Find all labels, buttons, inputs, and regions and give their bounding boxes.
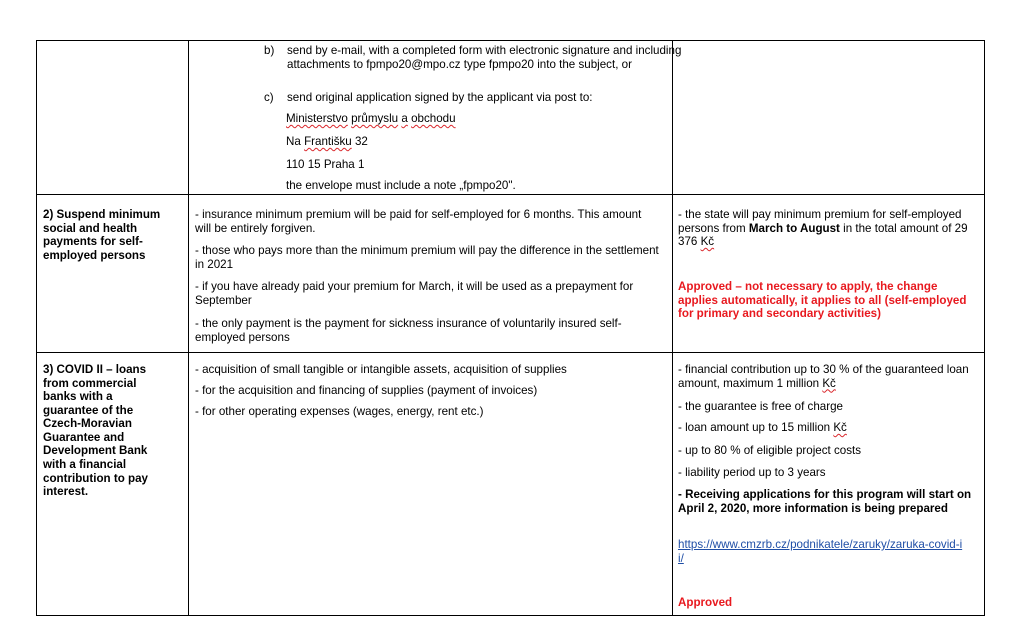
row3-bullet-1: - acquisition of small tangible or intangible assets, acquisition of supplies [195,363,567,376]
address-line-2: Na Františku 32 [286,135,368,148]
table-border-row2-bottom [36,352,985,353]
table-border-right [984,40,985,616]
table-border-top [36,40,985,41]
row3-approved: Approved [678,596,733,609]
row2-bullet-2: - those who pays more than the minimum premium will pay the difference in the settlement in 2021 [195,244,659,271]
row2-title: 2) Suspend minimum social and health payments for self-employed persons [43,208,161,262]
list-marker-c: c) [264,91,274,104]
row3-bullet-3: - for other operating expenses (wages, energy, rent etc.) [195,405,484,418]
row3-right-1: - financial contribution up to 30 % of the guaranteed loan amount, maximum 1 million Kč [678,363,969,390]
row2-bullet-4: - the only payment is the payment for sickness insurance of voluntarily insured self-employed persons [195,317,622,344]
row3-right-4: - up to 80 % of eligible project costs [678,444,862,457]
row3-right-6: - Receiving applications for this program will start on April 2, 2020, more information is being prepared [678,488,972,515]
address-line-3: 110 15 Praha 1 [286,158,365,171]
envelope-note: the envelope must include a note „fpmpo20". [286,179,516,192]
covid-ii-link[interactable]: https://www.cmzrb.cz/podnikatele/zaruky/zaruka-covid-ii/ [678,538,963,565]
table-border-bottom [36,615,985,616]
row3-right-2: - the guarantee is free of charge [678,400,843,413]
list-item-b: send by e-mail, with a completed form with electronic signature and including attachments to fpmpo20@mpo.cz type fpmpo20 into the subject, or [287,44,682,71]
table-border-left [36,40,37,616]
row3-right-3: - loan amount up to 15 million Kč [678,421,847,434]
table-border-col1 [188,40,189,616]
address-line-1: Ministerstvo průmyslu a obchodu [286,112,456,125]
row2-bullet-1: - insurance minimum premium will be paid for self-employed for 6 months. This amount will be entirely forgiven. [195,208,642,235]
row3-bullet-2: - for the acquisition and financing of supplies (payment of invoices) [195,384,538,397]
row3-title: 3) COVID II – loans from commercial banks with a guarantee of the Czech-Moravian Guarantee and Development Bank with a financial contribution to pay interest. [43,363,148,499]
row2-bullet-3: - if you have already paid your premium for March, it will be used as a prepayment for September [195,280,634,307]
row3-right-5: - liability period up to 3 years [678,466,826,479]
row2-approved-note: Approved – not necessary to apply, the change applies automatically, it applies to all (self-employed for primary and secondary activities) [678,280,967,321]
table-border-row1-bottom [36,194,985,195]
table-border-col2 [672,40,673,616]
list-item-c: send original application signed by the applicant via post to: [287,91,593,104]
row2-right-text: - the state will pay minimum premium for self-employed persons from March to August in the total amount of 29 376 Kč [678,208,968,249]
list-marker-b: b) [264,44,275,57]
